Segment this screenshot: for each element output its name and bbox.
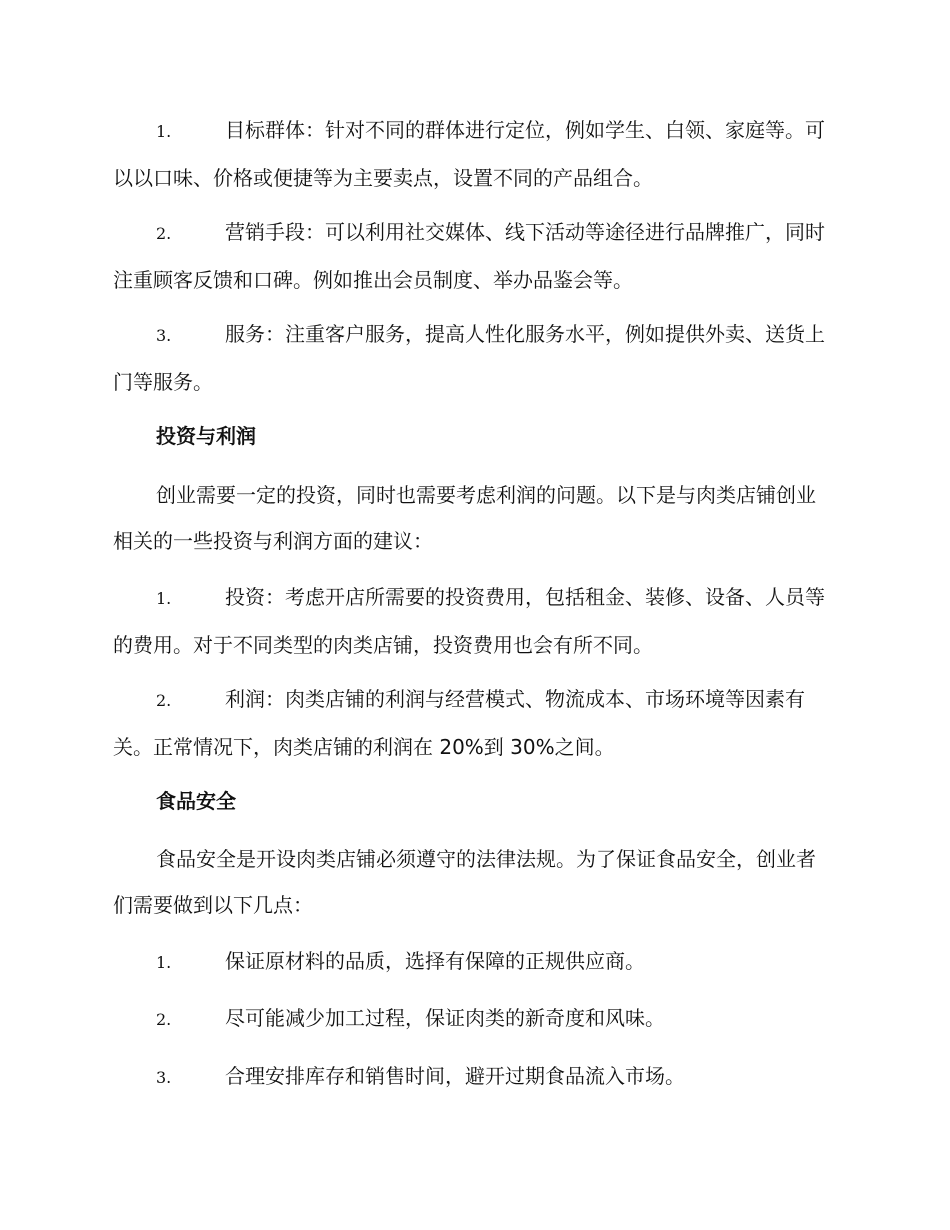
list-text: 保证原材料的品质，选择有保障的正规供应商。	[225, 949, 645, 973]
list-item	[113, 107, 835, 201]
list-text: 利润：肉类店铺的利润与经营模式、物流成本、市场环境等因素有关。正常情况下，肉类店铺的利润在 20%到 30%之间。	[113, 687, 805, 759]
list-number: 2.	[156, 224, 172, 243]
paragraph-food-safety-intro: 食品安全是开设肉类店铺必须遵守的法律法规。为了保证食品安全，创业者们需要做到以下几点：	[113, 847, 816, 917]
list-number: 3.	[156, 1068, 172, 1087]
paragraph-investment-intro: 创业需要一定的投资，同时也需要考虑利润的问题。以下是与肉类店铺创业相关的一些投资与利润方面的建议：	[113, 483, 816, 553]
list-text: 目标群体：针对不同的群体进行定位，例如学生、白领、家庭等。可以以口味、价格或便捷等为主要卖点，设置不同的产品组合。	[113, 118, 825, 190]
list-number: 3.	[156, 326, 172, 345]
list-item	[113, 676, 835, 770]
list-item	[113, 311, 835, 405]
list-item	[113, 1053, 835, 1101]
list-text: 服务：注重客户服务，提高人性化服务水平，例如提供外卖、送货上门等服务。	[113, 322, 825, 394]
list-text: 合理安排库存和销售时间，避开过期食品流入市场。	[225, 1064, 685, 1088]
list-text: 投资：考虑开店所需要的投资费用，包括租金、装修、设备、人员等的费用。对于不同类型的肉类店铺，投资费用也会有所不同。	[113, 585, 825, 657]
section-heading-investment: 投资与利润	[156, 424, 256, 448]
list-text: 营销手段：可以利用社交媒体、线下活动等途径进行品牌推广，同时注重顾客反馈和口碑。例如推出会员制度、举办品鉴会等。	[113, 220, 825, 292]
list-text: 尽可能减少加工过程，保证肉类的新奇度和风味。	[225, 1006, 665, 1030]
list-number: 2.	[156, 691, 172, 710]
list-number: 1.	[156, 589, 172, 608]
list-item	[113, 209, 835, 303]
list-number: 2.	[156, 1010, 172, 1029]
section-heading-food-safety: 食品安全	[156, 789, 236, 813]
list-number: 1.	[156, 953, 172, 972]
list-item	[113, 938, 835, 986]
list-item	[113, 995, 835, 1043]
list-item	[113, 574, 835, 668]
list-number: 1.	[156, 122, 172, 141]
